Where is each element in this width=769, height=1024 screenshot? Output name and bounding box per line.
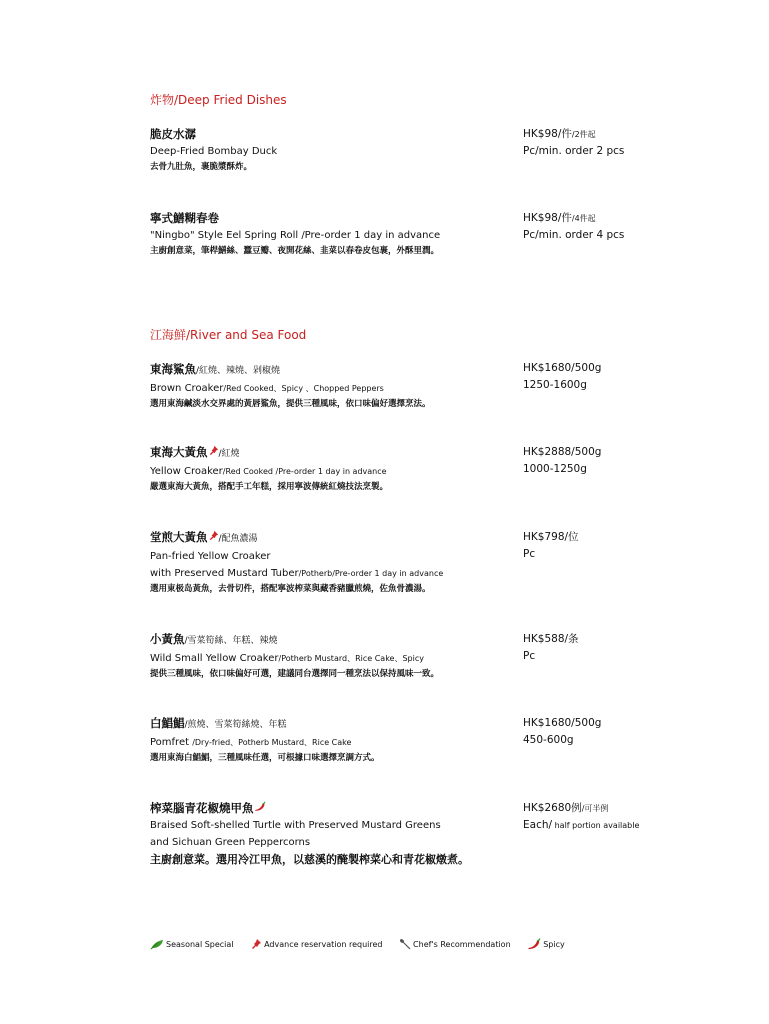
leaf-icon [150, 938, 164, 950]
dish-style-en: /Red Cooked、Spicy 、Chopped Peppers [223, 384, 384, 393]
legend-advance [250, 938, 382, 950]
dish-name-zh: 寧式鱔糊春卷 [150, 211, 219, 225]
price-block [523, 715, 753, 749]
dish-name-en: Braised Soft-shelled Turtle with Preserved Mustard Greens [150, 820, 441, 831]
portion: Pc/min. order 2 pcs [523, 145, 625, 157]
price: HK$1680/500g [523, 717, 602, 729]
dish-description: 嚴選東海大黃魚，搭配手工年糕，採用寧波傳統紅燒技法烹製。 [150, 482, 389, 492]
dish-description: 主廚創意菜，筆桿鱔絲、蠶豆瓣、夜開花絲、韭菜以春卷皮包裹，外酥里潤。 [150, 246, 440, 256]
dish-name-zh: 東海大黃魚 [150, 445, 208, 459]
dish-name-zh: 東海鯊魚 [150, 362, 196, 376]
dish-name-en-line2: with Preserved Mustard Tuber [150, 568, 299, 579]
price-block [523, 800, 753, 834]
menu-item [150, 631, 520, 681]
price-note: /2件起 [571, 130, 596, 139]
menu-item [150, 126, 520, 174]
chili-pepper-icon [527, 938, 541, 950]
dish-description: 去骨九肚魚，裹脆漿酥炸。 [150, 162, 253, 172]
dish-style-zh: /紅燒、辣燒、剁椒燒 [196, 366, 281, 376]
menu-item [150, 529, 520, 596]
price: HK$1680/500g [523, 362, 602, 374]
menu-item [150, 210, 520, 258]
price: HK$798/位 [523, 531, 579, 543]
section-title-river-sea: 江海鮮/River and Sea Food [150, 328, 307, 342]
chili-pepper-icon [254, 800, 266, 817]
dish-description: 主廚創意菜。選用冷江甲魚，以慈溪的醃製榨菜心和青花椒燉煮。 [150, 853, 469, 866]
price-block [523, 529, 753, 563]
dish-name-en: Yellow Croaker [150, 466, 223, 477]
weight-range: 1250-1600g [523, 379, 587, 391]
legend-spicy [527, 938, 565, 950]
menu-item [150, 444, 520, 494]
dish-style-zh: /紅燒 [218, 449, 240, 459]
dish-name-en: "Ningbo" Style Eel Spring Roll /Pre-order 1 day in advance [150, 230, 441, 241]
price-block [523, 210, 753, 244]
menu-item [150, 361, 520, 411]
dish-name-en: Deep-Fried Bombay Duck [150, 146, 278, 157]
price-block [523, 360, 753, 394]
dish-name-en: Brown Croaker [150, 383, 224, 394]
dish-description: 選用東极岛黃魚，去骨切件，搭配寧波榨菜與藏香豬臘煎燒，佐魚骨濃湯。 [150, 584, 431, 594]
weight-range: 1000-1250g [523, 463, 587, 475]
pushpin-icon [208, 529, 219, 546]
dish-name-en-line2: and Sichuan Green Peppercorns [150, 837, 311, 848]
menu-item [150, 715, 520, 765]
dish-description: 提供三種風味，依口味偏好可選，建議同台選擇同一種烹法以保持風味一致。 [150, 669, 440, 679]
portion: Pc [523, 650, 536, 662]
price: HK$98/件 [523, 212, 572, 224]
price: HK$2888/500g [523, 446, 602, 458]
legend-seasonal [150, 938, 234, 950]
price-block [523, 444, 753, 478]
pushpin-icon [208, 444, 219, 461]
dish-style-zh: /煎燒、雪菜筍絲燒、年糕 [184, 720, 287, 730]
price-note: /4件起 [571, 214, 596, 223]
spoon-icon [399, 938, 411, 950]
menu-item [150, 800, 520, 868]
dish-name-zh: 脆皮水潺 [150, 127, 196, 141]
price: HK$2680例 [523, 802, 582, 814]
dish-style-zh: /雪菜筍絲、年糕、辣燒 [184, 636, 278, 646]
dish-name-zh: 堂煎大黃魚 [150, 530, 208, 544]
legend-chef [399, 938, 511, 950]
dish-name-zh: 白鯧鯧 [150, 716, 185, 730]
portion-note: half portion available [552, 821, 640, 830]
portion: Each/ [523, 819, 553, 831]
section-title-deep-fried: 炸物/Deep Fried Dishes [150, 93, 287, 107]
dish-style-en: /Potherb/Pre-order 1 day in advance [298, 569, 444, 578]
dish-style-en: /Red Cooked /Pre-order 1 day in advance [222, 467, 387, 476]
dish-style-en: /Dry-fried、Potherb Mustard、Rice Cake [192, 738, 352, 747]
price: HK$98/件 [523, 128, 572, 140]
dish-description: 選用東海白鯧鯧，三種風味任選，可根據口味選擇烹調方式。 [150, 753, 380, 763]
dish-name-zh: 榨菜腦青花椒燒甲魚 [150, 801, 254, 815]
dish-name-zh: 小黃魚 [150, 632, 185, 646]
dish-style-zh: /配魚濃湯 [218, 534, 258, 544]
pushpin-icon [250, 938, 262, 950]
legend [150, 938, 579, 952]
legend-seasonal-label: Seasonal Special [166, 939, 234, 949]
weight-range: 450-600g [523, 734, 574, 746]
price-block [523, 631, 753, 665]
price: HK$588/条 [523, 633, 579, 645]
dish-style-en: /Potherb Mustard、Rice Cake、Spicy [278, 654, 424, 663]
dish-name-en: Pan-fried Yellow Croaker [150, 551, 271, 562]
price-note: /可半例 [581, 804, 609, 813]
legend-advance-label: Advance reservation required [264, 939, 383, 949]
legend-chef-label: Chef's Recommendation [413, 939, 511, 949]
legend-spicy-label: Spicy [543, 939, 565, 949]
dish-description: 選用東海鹹淡水交界處的黃唇鯊魚，提供三種風味，依口味偏好選擇烹法。 [150, 399, 431, 409]
portion: Pc [523, 548, 536, 560]
portion: Pc/min. order 4 pcs [523, 229, 625, 241]
dish-name-en: Pomfret [150, 737, 193, 748]
dish-name-en: Wild Small Yellow Croaker [150, 653, 279, 664]
price-block [523, 126, 753, 160]
